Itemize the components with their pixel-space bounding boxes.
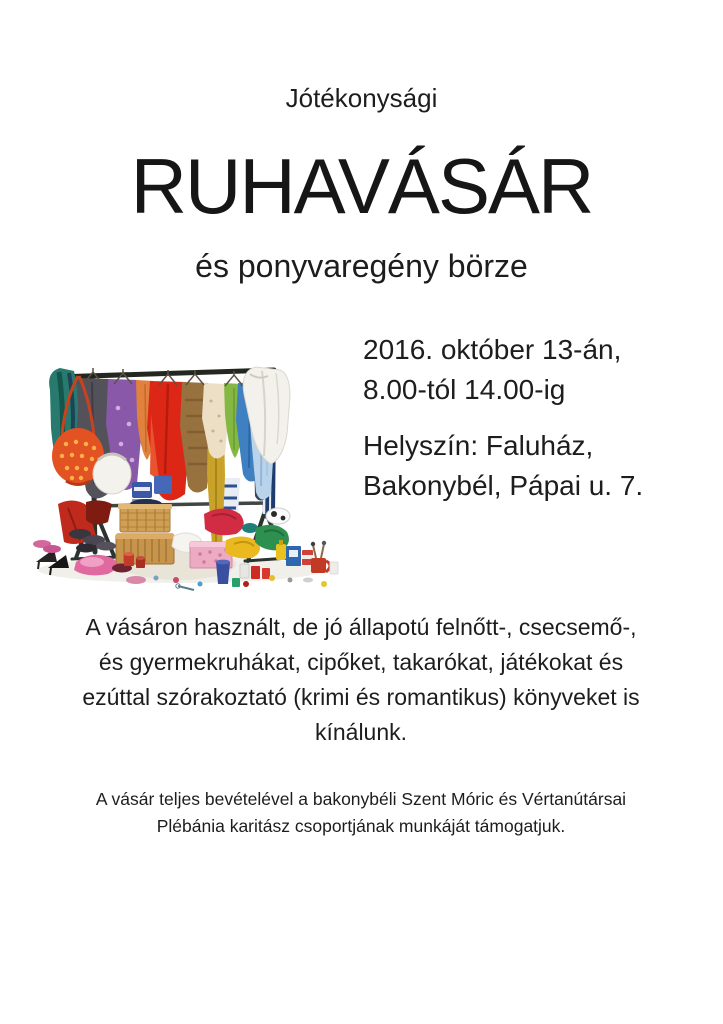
clothes-rack-illustration (28, 356, 346, 596)
event-date-line-1: 2016. október 13-án, (363, 334, 622, 365)
event-venue-line-1: Helyszín: Faluház, (363, 430, 594, 461)
beneficiary-note: A vásár teljes bevételével a bakonybéli Szent Móric és Vértanútársai Plébánia karitász csoportjának munkáját támogatjuk. (95, 789, 627, 836)
poster-subtitle: és ponyvaregény börze (195, 248, 528, 284)
event-venue-line-2: Bakonybél, Pápai u. 7. (363, 470, 644, 501)
event-date-line-2: 8.00-tól 14.00-ig (363, 374, 566, 405)
detail-gap (363, 410, 643, 426)
poster-title: RUHAVÁSÁR (130, 142, 593, 230)
red-mug (311, 541, 330, 573)
event-details (363, 330, 643, 506)
offer-description: A vásáron használt, de jó állapotú felnőtt-, csecsemő-, és gyermekruhákat, cipőket, takarókat, játékokat és ezúttal szórakoztató (krimi és romantikus) könyveket is kínálunk. (82, 614, 640, 745)
poster-kicker: Jótékonysági (285, 83, 438, 113)
clothes-rack-photo (28, 356, 346, 596)
